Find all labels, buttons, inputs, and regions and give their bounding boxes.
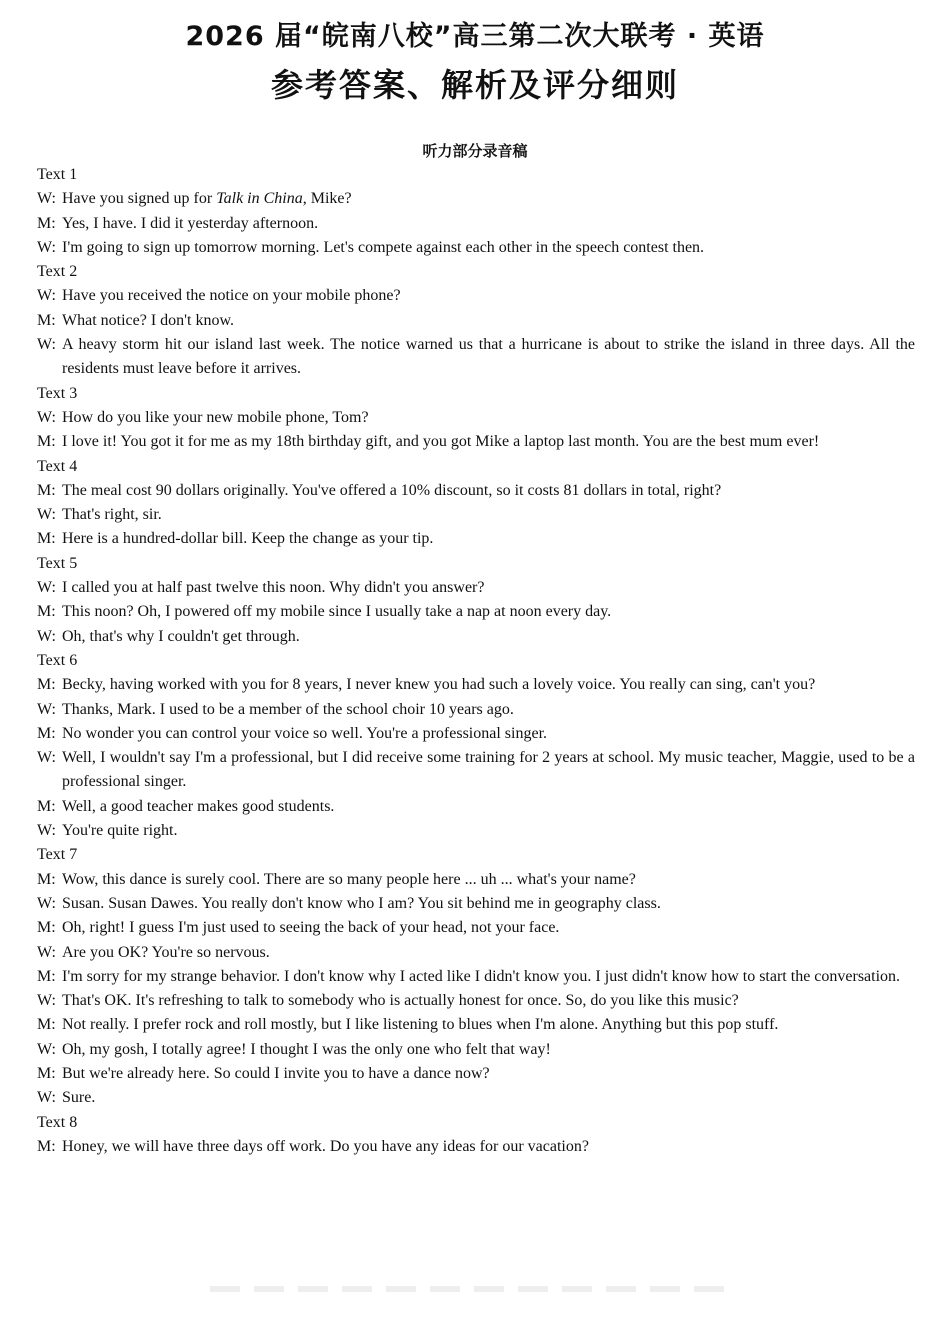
speaker-label: W: [37, 700, 56, 718]
text-label: Text 3 [37, 384, 78, 402]
utterance-text: Becky, having worked with you for 8 years, I never knew you had such a lovely voice. You really can sing, can't you? [62, 676, 816, 694]
utterance-text: , Mike? [302, 190, 352, 208]
dialogue-line [37, 600, 915, 624]
utterance-text: Have you received the notice on your mobile phone? [62, 287, 401, 305]
speaker-label: W: [37, 822, 56, 840]
dialogue-line [37, 576, 915, 600]
speaker-label: M: [37, 797, 56, 815]
utterance-text: Oh, right! I guess I'm just used to seeing the back of your head, not your face. [62, 919, 560, 937]
speaker-label: W: [37, 943, 56, 961]
dialogue-line [37, 868, 915, 892]
utterance-text: Here is a hundred-dollar bill. Keep the change as your tip. [62, 530, 434, 548]
dialogue-line [37, 527, 915, 551]
speaker-label: M: [37, 481, 56, 499]
speaker-label: M: [37, 967, 56, 985]
dialogue-line [37, 309, 915, 333]
speaker-label: M: [37, 919, 56, 937]
speaker-label: W: [37, 408, 56, 426]
scan-artifact [210, 1286, 730, 1292]
dialogue-line [37, 916, 915, 940]
dialogue-line [37, 479, 915, 503]
dialogue-line [37, 1086, 915, 1110]
speaker-label: W: [37, 287, 56, 305]
speaker-label: W: [37, 336, 56, 354]
dialogue-line [37, 1135, 915, 1159]
speaker-label: M: [37, 1137, 56, 1155]
utterance-text: Well, I wouldn't say I'm a professional, but I did receive some training for 2 years at school. My music teacher, Maggie, used to be a professional singer. [62, 749, 915, 791]
dialogue-line [37, 1038, 915, 1062]
utterance-text: Not really. I prefer rock and roll mostly, but I like listening to blues when I'm alone. Anything but this pop stuff. [62, 1016, 779, 1034]
speaker-label: W: [37, 579, 56, 597]
speaker-label: W: [37, 749, 56, 767]
speaker-label: W: [37, 627, 56, 645]
speaker-label: M: [37, 870, 56, 888]
utterance-text: How do you like your new mobile phone, Tom? [62, 408, 369, 426]
speaker-label: W: [37, 1089, 56, 1107]
speaker-label: W: [37, 1040, 56, 1058]
utterance-text: Have you signed up for [62, 190, 217, 208]
dialogue-line [37, 746, 915, 795]
utterance-text: That's right, sir. [62, 506, 162, 524]
speaker-label: W: [37, 506, 56, 524]
dialogue-line [37, 212, 915, 236]
utterance-text: Thanks, Mark. I used to be a member of the school choir 10 years ago. [62, 700, 514, 718]
speaker-label: M: [37, 214, 56, 232]
utterance-text: I called you at half past twelve this noon. Why didn't you answer? [62, 579, 485, 597]
utterance-text: Well, a good teacher makes good students. [62, 797, 335, 815]
dialogue-line [37, 795, 915, 819]
dialogue-line [37, 430, 915, 454]
dialogue-line [37, 333, 915, 382]
utterance-text: Sure. [62, 1089, 96, 1107]
dialogue-line [37, 892, 915, 916]
utterance-text: Susan. Susan Dawes. You really don't know who I am? You sit behind me in geography class. [62, 894, 661, 912]
speaker-label: M: [37, 530, 56, 548]
speaker-label: W: [37, 190, 56, 208]
utterance-text: I'm going to sign up tomorrow morning. Let's compete against each other in the speech contest then. [62, 238, 705, 256]
utterance-text: You're quite right. [62, 822, 178, 840]
answer-key-title: 参考答案、解析及评分细则 [270, 66, 679, 104]
dialogue-line [37, 1013, 915, 1037]
utterance-text: Oh, that's why I couldn't get through. [62, 627, 300, 645]
speaker-label: M: [37, 724, 56, 742]
dialogue-line [37, 673, 915, 697]
speaker-label: W: [37, 992, 56, 1010]
dialogue-line [37, 941, 915, 965]
utterance-text: The meal cost 90 dollars originally. You've offered a 10% discount, so it costs 81 dollars in total, right? [62, 481, 722, 499]
dialogue-line [37, 722, 915, 746]
text-label: Text 2 [37, 263, 78, 281]
text-label: Text 6 [37, 651, 78, 669]
utterance-text: But we're already here. So could I invite you to have a dance now? [62, 1064, 490, 1082]
utterance-text: Are you OK? You're so nervous. [62, 943, 270, 961]
utterance-text: This noon? Oh, I powered off my mobile since I usually take a nap at noon every day. [62, 603, 612, 621]
speaker-label: W: [37, 894, 56, 912]
program-title: Talk in China [216, 190, 303, 208]
speaker-label: M: [37, 311, 56, 329]
exam-title: 2026 届“皖南八校”高三第二次大联考 · 英语 [185, 21, 765, 52]
speaker-label: M: [37, 676, 56, 694]
dialogue-line [37, 625, 915, 649]
dialogue-line [37, 187, 915, 211]
dialogue-line [37, 503, 915, 527]
utterance-text: Oh, my gosh, I totally agree! I thought I was the only one who felt that way! [62, 1040, 551, 1058]
utterance-text: Yes, I have. I did it yesterday afternoon. [62, 214, 319, 232]
dialogue-line [37, 236, 915, 260]
text-label: Text 7 [37, 846, 78, 864]
utterance-text: No wonder you can control your voice so well. You're a professional singer. [62, 724, 548, 742]
utterance-text: I'm sorry for my strange behavior. I don't know why I acted like I didn't know you. I just didn't know how to start the conversation. [62, 967, 901, 985]
dialogue-line [37, 698, 915, 722]
section-title: 听力部分录音稿 [422, 142, 528, 160]
text-label: Text 4 [37, 457, 78, 475]
text-label: Text 8 [37, 1113, 78, 1131]
speaker-label: M: [37, 433, 56, 451]
utterance-text: A heavy storm hit our island last week. The notice warned us that a hurricane is about to strike the island in three days. All the residents must leave before it arrives. [62, 336, 915, 378]
utterance-text: I love it! You got it for me as my 18th birthday gift, and you got Mike a laptop last month. You are the best mum ever! [62, 433, 820, 451]
dialogue-line [37, 989, 915, 1013]
speaker-label: W: [37, 238, 56, 256]
speaker-label: M: [37, 603, 56, 621]
text-label: Text 5 [37, 554, 78, 572]
dialogue-line [37, 406, 915, 430]
text-label: Text 1 [37, 166, 78, 183]
dialogue-line [37, 965, 915, 989]
speaker-label: M: [37, 1064, 56, 1082]
dialogue-line [37, 284, 915, 308]
speaker-label: M: [37, 1016, 56, 1034]
utterance-text: Wow, this dance is surely cool. There are so many people here ... uh ... what's your name? [62, 870, 636, 888]
dialogue-line [37, 1062, 915, 1086]
utterance-text: Honey, we will have three days off work. Do you have any ideas for our vacation? [62, 1137, 589, 1155]
utterance-text: That's OK. It's refreshing to talk to somebody who is actually honest for once. So, do you like this music? [62, 992, 739, 1010]
listening-transcript [37, 163, 915, 1159]
utterance-text: What notice? I don't know. [62, 311, 235, 329]
dialogue-line [37, 819, 915, 843]
